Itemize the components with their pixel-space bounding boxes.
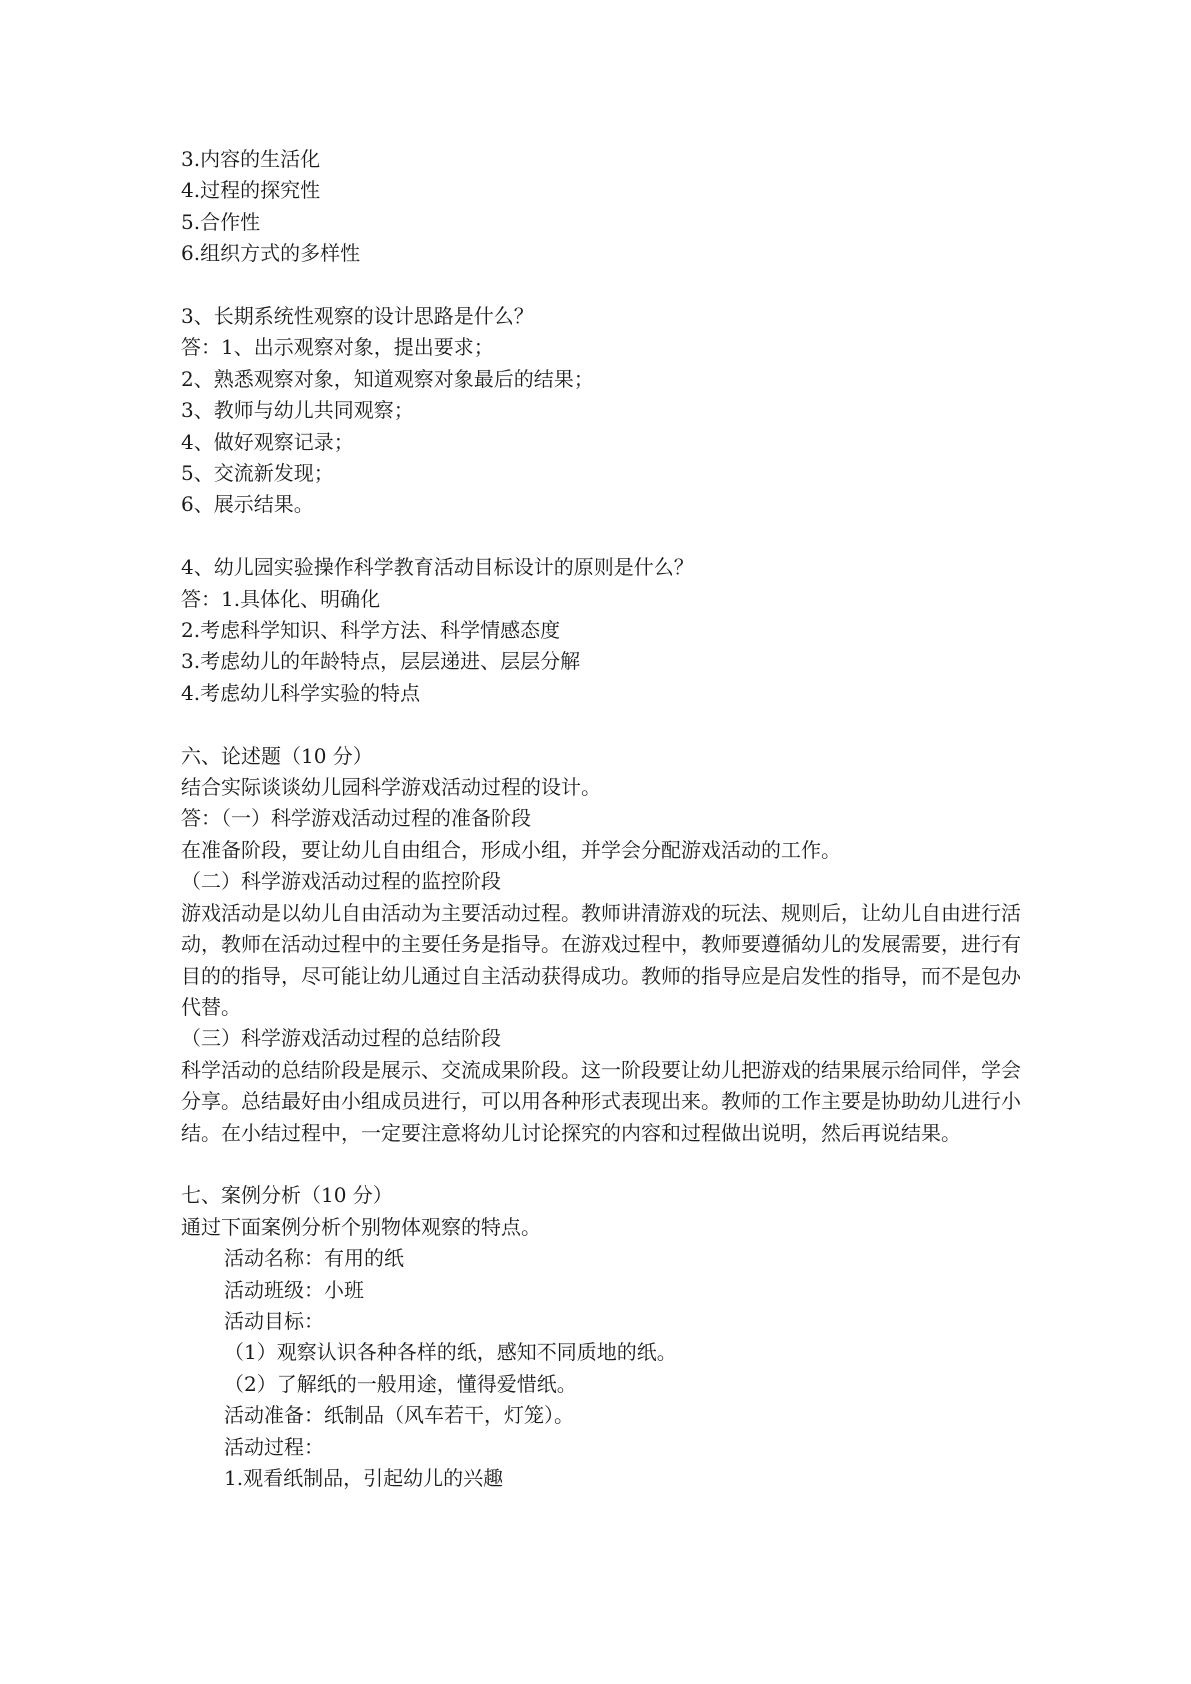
essay-stage1-title: 答：（一）科学游戏活动过程的准备阶段 xyxy=(181,806,531,831)
answer-line: 6、展示结果。 xyxy=(181,492,314,517)
activity-goal-2: （2）了解纸的一般用途，懂得爱惜纸。 xyxy=(224,1371,577,1396)
activity-preparation: 活动准备：纸制品（风车若干，灯笼）。 xyxy=(224,1403,574,1428)
essay-heading: 六、论述题（10 分） xyxy=(181,743,373,768)
essay-stage3-text: 科学活动的总结阶段是展示、交流成果阶段。这一阶段要让幼儿把游戏的结果展示给同伴，学会分享。总结最好由小组成员进行，可以用各种形式表现出来。教师的工作主要是协助幼儿进行小结。在小结过程中，一定要注意将幼儿讨论探究的内容和过程做出说明，然后再说结果。 xyxy=(181,1057,1021,1145)
activity-goal-1: （1）观察认识各种各样的纸，感知不同质地的纸。 xyxy=(224,1340,677,1365)
spacer xyxy=(181,521,1021,552)
answer-line: 5、交流新发现； xyxy=(181,461,334,486)
spacer xyxy=(181,709,1021,740)
answer-line: 答：1.具体化、明确化 xyxy=(181,586,381,611)
activity-process-label: 活动过程： xyxy=(224,1434,324,1459)
answer-line: 4、做好观察记录； xyxy=(181,429,354,454)
list-item: 4.过程的探究性 xyxy=(181,178,321,203)
essay-stage3-title: （三）科学游戏活动过程的总结阶段 xyxy=(181,1026,501,1051)
activity-step-1: 1.观看纸制品，引起幼儿的兴趣 xyxy=(224,1466,504,1490)
list-item: 3.内容的生活化 xyxy=(181,147,321,171)
spacer xyxy=(181,1149,1021,1180)
activity-name: 活动名称：有用的纸 xyxy=(224,1246,404,1271)
answer-line: 3、教师与幼儿共同观察； xyxy=(181,398,414,423)
case-heading: 七、案例分析（10 分） xyxy=(181,1183,393,1208)
activity-class: 活动班级：小班 xyxy=(224,1277,364,1302)
answer-line: 2、熟悉观察对象，知道观察对象最后的结果； xyxy=(181,366,594,391)
spacer xyxy=(181,270,1021,301)
essay-prompt: 结合实际谈谈幼儿园科学游戏活动过程的设计。 xyxy=(181,775,601,800)
case-prompt: 通过下面案例分析个别物体观察的特点。 xyxy=(181,1214,541,1239)
answer-line: 4.考虑幼儿科学实验的特点 xyxy=(181,680,421,705)
list-item: 6.组织方式的多样性 xyxy=(181,241,361,266)
essay-stage2-text: 游戏活动是以幼儿自由活动为主要活动过程。教师讲清游戏的玩法、规则后，让幼儿自由进行活动，教师在活动过程中的主要任务是指导。在游戏过程中，教师要遵循幼儿的发展需要，进行有目的的指导，尽可能让幼儿通过自主活动获得成功。教师的指导应是启发性的指导，而不是包办代替。 xyxy=(181,900,1021,1019)
activity-goals-label: 活动目标： xyxy=(224,1308,324,1333)
list-item: 5.合作性 xyxy=(181,209,261,234)
answer-line: 答：1、出示观察对象，提出要求； xyxy=(181,335,494,360)
document-page xyxy=(181,144,1021,1494)
question-4: 4、幼儿园实验操作科学教育活动目标设计的原则是什么？ xyxy=(181,555,694,580)
answer-line: 3.考虑幼儿的年龄特点，层层递进、层层分解 xyxy=(181,649,581,674)
answer-line: 2.考虑科学知识、科学方法、科学情感态度 xyxy=(181,618,561,643)
question-3: 3、长期系统性观察的设计思路是什么？ xyxy=(181,304,534,329)
essay-stage1-text: 在准备阶段，要让幼儿自由组合，形成小组，并学会分配游戏活动的工作。 xyxy=(181,837,841,862)
essay-stage2-title: （二）科学游戏活动过程的监控阶段 xyxy=(181,869,501,894)
